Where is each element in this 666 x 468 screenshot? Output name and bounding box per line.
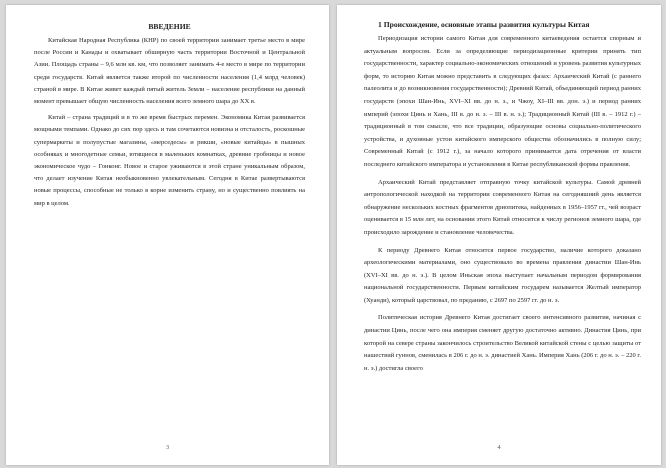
document-page-left: [6, 5, 329, 465]
paragraph: Архаический Китай представляет отправную точку китайской культуры. Самой древней антропологической находкой на территории современного Китая на сегодняшний день является обнаружение нескольких костных фрагментов дриопитека, найденных в 1956–1957 гг., чей возраст оценивается в 15 млн лет, на основании этого Китай относится к числу регионов земного шара, где происходило зарождение и становление человечества.: [364, 178, 641, 236]
section-heading-chapter-1: 1 Происхождение, основные этапы развития культуры Китая: [378, 20, 590, 29]
document-page-right: [337, 5, 661, 465]
paragraph: Китайская Народная Республика (КНР) по своей территории занимает третье место в мире после России и Канады и охватывает обширную часть территории Восточной и Центральной Азии. Площадь страны – 9,6 млн кв. км, что позволяет занимать 4-е место в мире по территории среди государств. Китай является также второй по численности населения (1,4 млрд человек) страной в мире. В Китае живет каждый пятый житель Земли – население республики на данный момент превышает общую численность населения всего земного шара до XX в.: [34, 37, 305, 106]
section-heading-introduction: ВВЕДЕНИЕ: [148, 22, 191, 31]
page-number: 3: [165, 444, 170, 451]
paragraph: Периодизация истории самого Китая для современного китаеведения остается спорным и актуальным вопросом. Если за определяющие периодизационные критерии принять тип государственности, характер социально-экономических отношений и уровень развития культурных форм, то историю Китая можно представить в следующих фазах: Архаический Китай (с раннего палеолита и до возникновения государственности); Древний Китай, объединяющий период ранних государств (эпохи Шан-Инь, XVI–XI вв. до н. э., и Чжоу, XI–III вв. дон. э.) и период ранних империй (эпохи Цинь и Хань, III в. до н. э. – III в. н. э.); Традиционный Китай (III в. – 1912 г.) – традиционный в том смысле, что все традиции, образующие основы социально-политического устройства, и духовные устои китайского имперского общества обозначились в полную силу; Современный Китай (с 1912 г.), за начало которого принимается дата отречения от власти последнего китайского императора и установления в Китае республиканской формы правления.: [364, 35, 641, 168]
paragraph: Политическая история Древнего Китая достигает своего интенсивного развития, начиная с династии Цинь, после чего она империя сменяет другую достаточно активно. Династия Цинь, при которой на севере страны закончилось строительство Великой китайской стены с целью защиты от нашествий гуннов, сменилась в 206 г. до н. э. династией Хань. Империя Хань (206 г. до н. э. – 220 г. н. э.) достигла своего: [364, 314, 641, 372]
paragraph: К периоду Древнего Китая относится первое государство, наличие которого доказано археологическими материалами, оно существовало во времена правления династии Шан-Инь (XVI–XI вв. до н. э.). В целом Иньская эпоха выступает начальным периодом формирования национальной государственности. Первым китайским государем называется Желтый император (Хуанди), который царствовал, по преданию, с 2697 по 2597 гг. до н. э.: [364, 246, 641, 304]
page-number: 4: [497, 444, 501, 451]
paragraph: Китай – страна традиций и в то же время быстрых перемен. Экономика Китая развивается мощными темпами. Однако до сих пор здесь и там сочетаются новизна и отсталость, роскошные супермаркеты и полупустые магазины, «мерседесы» и рикши, «новые китайцы» в пышных особняках и многодетные семьи, ютящиеся в маленьких комнатках, древние гробницы и новое экономическое чудо – Гонконг. Новое и старое уживаются в этой стране уникальным образом, что делает изучение Китая необыкновенно увлекательным. Сегодня в Китае развертываются новые процессы, способные не только в корне изменить страну, но и существенно повлиять на мир в целом.: [34, 114, 305, 207]
